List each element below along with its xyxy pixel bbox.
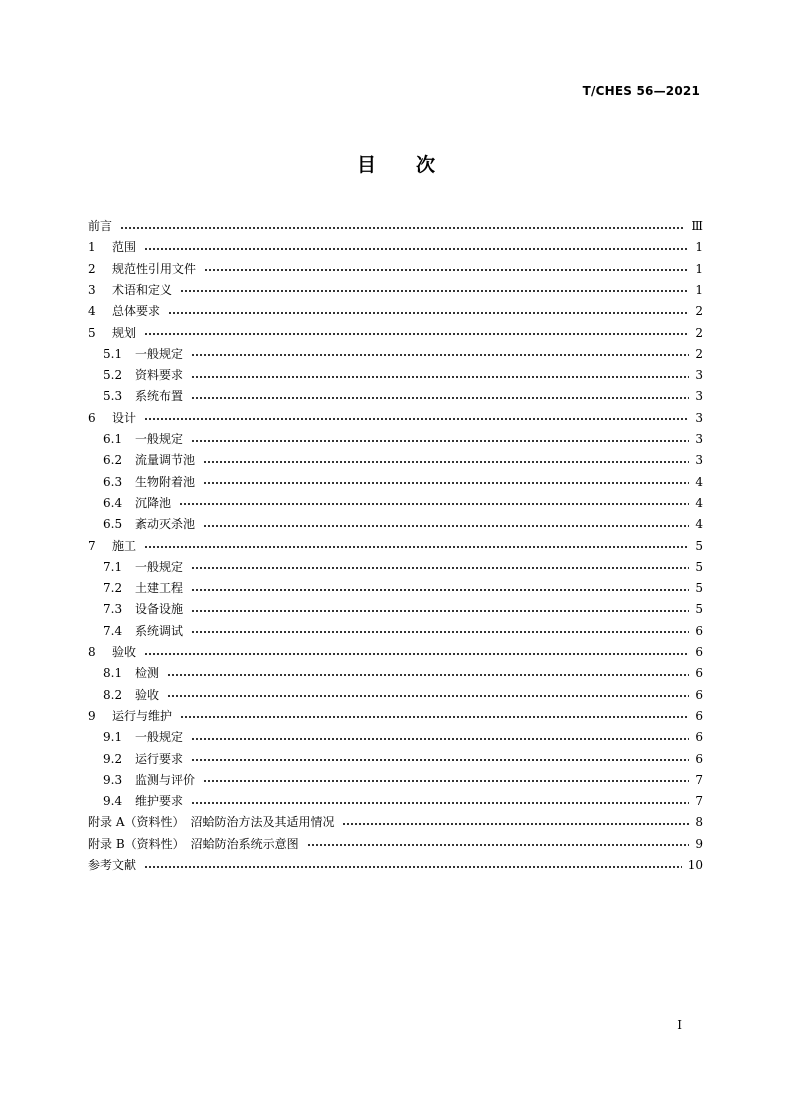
- toc-entry-page: 5: [695, 538, 703, 553]
- dot-leader: [144, 418, 689, 420]
- toc-entry-text: 沉降池: [135, 495, 172, 510]
- toc-entry-number: 9.2: [103, 751, 123, 766]
- toc-entry-page: 4: [695, 517, 703, 532]
- dot-leader: [144, 653, 689, 655]
- dot-leader: [203, 780, 689, 782]
- toc-entry-page: 7: [695, 794, 703, 809]
- toc-entry[interactable]: [88, 237, 703, 257]
- dot-leader: [144, 866, 682, 868]
- toc-entry-number: 7.4: [103, 623, 123, 638]
- toc-entry[interactable]: [103, 450, 703, 470]
- toc-entry-number: 6.2: [103, 453, 123, 468]
- toc-entry-label: [88, 216, 112, 236]
- toc-entry[interactable]: [103, 791, 703, 811]
- toc-entry-label: [103, 599, 183, 619]
- toc-entry-label: [103, 621, 183, 641]
- dot-leader: [191, 440, 689, 442]
- toc-entry-label: [103, 344, 183, 364]
- toc-entry-label: [103, 365, 183, 385]
- toc-entry-text: 附录 A（资料性） 沼蛤防治方法及其适用情况: [88, 815, 335, 830]
- toc-entry-text: 流量调节池: [135, 453, 196, 468]
- toc-entry[interactable]: [103, 365, 703, 385]
- toc-entry[interactable]: [103, 578, 703, 598]
- dot-leader: [180, 716, 689, 718]
- toc-entry[interactable]: [88, 642, 703, 662]
- toc-entry[interactable]: [88, 301, 703, 321]
- dot-leader: [342, 823, 689, 825]
- toc-entry[interactable]: [88, 408, 703, 428]
- dot-leader: [203, 482, 689, 484]
- dot-leader: [191, 738, 689, 740]
- dot-leader: [167, 674, 689, 676]
- toc-entry-text: 验收: [135, 687, 160, 702]
- toc-entry-text: 设计: [112, 410, 137, 425]
- toc-entry-page: 3: [695, 368, 703, 383]
- toc-entry[interactable]: [88, 259, 703, 279]
- dot-leader: [191, 567, 689, 569]
- toc-entry-text: 附录 B（资料性） 沼蛤防治系统示意图: [88, 836, 299, 851]
- toc-entry-label: [88, 834, 299, 854]
- toc-entry-text: 一般规定: [135, 432, 184, 446]
- toc-entry-text: 运行与维护: [112, 708, 173, 723]
- toc-entry[interactable]: [103, 770, 703, 790]
- toc-entry-label: [103, 450, 195, 470]
- toc-entry-page: 5: [695, 559, 703, 574]
- toc-entry-text: 设备设施: [135, 602, 184, 617]
- toc-entry-page: 5: [695, 602, 703, 617]
- toc-entry-label: [103, 429, 183, 449]
- dot-leader: [191, 759, 689, 761]
- toc-entry-text: 紊动灭杀池: [135, 517, 196, 532]
- toc-entry-text: 资料要求: [135, 368, 184, 383]
- toc-entry-label: [103, 557, 183, 577]
- toc-entry-number: 3: [88, 282, 96, 297]
- toc-entry[interactable]: [103, 599, 703, 619]
- toc-entry[interactable]: [103, 557, 703, 577]
- dot-leader: [191, 802, 689, 804]
- toc-entry[interactable]: [88, 280, 703, 300]
- toc-entry-label: [88, 237, 136, 257]
- toc-entry-label: [88, 706, 172, 726]
- toc-entry-number: 6: [88, 410, 96, 425]
- toc-entry-text: 系统布置: [135, 389, 184, 404]
- toc-entry-text: 参考文献: [88, 858, 137, 872]
- dot-leader: [203, 525, 689, 527]
- toc-entry-text: 施工: [112, 538, 137, 553]
- toc-entry-text: 验收: [112, 645, 137, 659]
- toc-entry-label: [103, 386, 183, 406]
- toc-entry-label: [103, 791, 183, 811]
- toc-entry-page: 6: [695, 730, 703, 745]
- toc-entry-page: 6: [695, 708, 703, 723]
- toc-entry-label: [103, 685, 159, 705]
- dot-leader: [180, 290, 689, 292]
- toc-entry[interactable]: [103, 429, 703, 449]
- toc-entry-page: 7: [695, 772, 703, 787]
- toc-entry-label: [103, 727, 183, 747]
- dot-leader: [168, 312, 689, 314]
- toc-entry-text: 范围: [112, 240, 137, 255]
- toc-entry-label: [103, 578, 183, 598]
- toc-entry-number: 5.2: [103, 368, 123, 383]
- toc-entry-page: 5: [695, 581, 703, 596]
- toc-entry-text: 维护要求: [135, 794, 184, 809]
- dot-leader: [179, 503, 689, 505]
- toc-entry-text: 一般规定: [135, 559, 184, 574]
- toc-entry-number: 9.4: [103, 794, 123, 809]
- toc-entry[interactable]: [88, 812, 703, 832]
- toc-entry[interactable]: [103, 727, 703, 747]
- toc-entry-number: 5.3: [103, 389, 123, 404]
- toc-entry-text: 前言: [88, 219, 113, 233]
- toc-entry-page: 2: [695, 325, 703, 340]
- toc-entry-number: 2: [88, 261, 96, 276]
- dot-leader: [191, 610, 689, 612]
- toc-entry-number: 6.5: [103, 517, 123, 532]
- toc-entry-number: 7: [88, 538, 96, 553]
- toc-entry[interactable]: [103, 621, 703, 641]
- toc-entry-page: 6: [695, 751, 703, 766]
- toc-entry-number: 4: [88, 304, 96, 319]
- toc-entry-number: 9.1: [103, 730, 123, 745]
- toc-entry-number: 6.1: [103, 432, 123, 446]
- toc-entry-label: [103, 514, 195, 534]
- toc-entry-number: 5: [88, 325, 96, 340]
- toc-entry-text: 土建工程: [135, 581, 184, 596]
- toc-entry[interactable]: [103, 344, 703, 364]
- toc-entry-text: 一般规定: [135, 730, 184, 745]
- toc-entry-label: [88, 408, 136, 428]
- toc-entry[interactable]: [88, 216, 703, 236]
- toc-entry-page: 9: [695, 836, 703, 851]
- dot-leader: [191, 354, 689, 356]
- toc-entry[interactable]: [103, 386, 703, 406]
- toc-entry-number: 9.3: [103, 772, 123, 787]
- toc-entry[interactable]: [88, 706, 703, 726]
- toc-entry-number: 9: [88, 708, 96, 723]
- toc-entry-label: [103, 770, 195, 790]
- toc-entry-label: [88, 536, 136, 556]
- dot-leader: [167, 695, 689, 697]
- page-title: 目次: [356, 154, 475, 176]
- toc-entry-page: 4: [695, 474, 703, 489]
- toc-entry-page: 6: [695, 687, 703, 702]
- toc-entry-page: 6: [695, 645, 703, 659]
- toc-entry-text: 规划: [112, 325, 137, 340]
- toc-entry[interactable]: [103, 514, 703, 534]
- toc-entry-page: 1: [695, 240, 703, 255]
- toc-entry-number: 8.1: [103, 666, 123, 681]
- document-code: T/CHES 56—2021: [582, 84, 700, 98]
- dot-leader: [191, 397, 689, 399]
- toc-entry-page: 8: [695, 815, 703, 830]
- toc-entry[interactable]: [88, 855, 703, 875]
- toc-entry-label: [88, 301, 160, 321]
- toc-entry-page: 6: [695, 666, 703, 681]
- toc-entry-number: 1: [88, 240, 96, 255]
- toc-entry[interactable]: [88, 323, 703, 343]
- dot-leader: [144, 333, 689, 335]
- toc-entry-text: 术语和定义: [112, 282, 173, 297]
- page-number: I: [677, 1018, 682, 1032]
- toc-entry[interactable]: [103, 663, 703, 683]
- toc-entry-label: [88, 323, 136, 343]
- toc-entry-text: 规范性引用文件: [112, 261, 197, 276]
- toc-entry-page: 3: [695, 389, 703, 404]
- toc-entry-page: 3: [695, 432, 703, 446]
- dot-leader: [203, 461, 689, 463]
- toc-entry[interactable]: [103, 749, 703, 769]
- toc-entry-text: 总体要求: [112, 304, 161, 319]
- toc-entry-page: 2: [695, 346, 703, 361]
- toc-entry-number: 6.4: [103, 495, 123, 510]
- dot-leader: [191, 376, 689, 378]
- toc-entry-text: 一般规定: [135, 346, 184, 361]
- toc-entry-text: 运行要求: [135, 751, 184, 766]
- dot-leader: [204, 269, 689, 271]
- toc-entry-number: 7.3: [103, 602, 123, 617]
- dot-leader: [307, 844, 689, 846]
- toc-entry[interactable]: [88, 834, 703, 854]
- toc-entry-page: 1: [695, 261, 703, 276]
- dot-leader: [120, 227, 685, 229]
- toc-entry-page: 4: [695, 495, 703, 510]
- toc-entry-page: Ⅲ: [691, 219, 703, 233]
- toc-entry[interactable]: [88, 536, 703, 556]
- toc-entry-page: 3: [695, 453, 703, 468]
- toc-entry-text: 检测: [135, 666, 160, 681]
- toc-entry-label: [103, 663, 159, 683]
- dot-leader: [144, 546, 689, 548]
- toc-entry-number: 6.3: [103, 474, 123, 489]
- toc-entry-label: [88, 855, 136, 875]
- toc-entry-page: 2: [695, 304, 703, 319]
- toc-entry-page: 6: [695, 623, 703, 638]
- toc-entry-label: [88, 642, 136, 662]
- toc-entry[interactable]: [103, 493, 703, 513]
- toc-entry-number: 5.1: [103, 346, 123, 361]
- toc-entry-label: [88, 280, 172, 300]
- toc-entry-label: [103, 749, 183, 769]
- toc-entry[interactable]: [103, 472, 703, 492]
- toc-entry-number: 7.2: [103, 581, 123, 596]
- toc-entry-label: [88, 259, 196, 279]
- toc-entry-number: 8: [88, 645, 96, 659]
- dot-leader: [191, 631, 689, 633]
- toc-entry-label: [103, 493, 171, 513]
- toc-entry-text: 生物附着池: [135, 474, 196, 489]
- toc-entry-number: 7.1: [103, 559, 123, 574]
- toc-entry-page: 10: [687, 858, 703, 872]
- toc-entry[interactable]: [103, 685, 703, 705]
- dot-leader: [144, 248, 689, 250]
- toc-entry-page: 1: [695, 282, 703, 297]
- dot-leader: [191, 589, 689, 591]
- toc-entry-text: 系统调试: [135, 623, 184, 638]
- toc-entry-label: [88, 812, 334, 832]
- toc-entry-text: 监测与评价: [135, 772, 196, 787]
- toc-entry-number: 8.2: [103, 687, 123, 702]
- toc-entry-label: [103, 472, 195, 492]
- toc-entry-page: 3: [695, 410, 703, 425]
